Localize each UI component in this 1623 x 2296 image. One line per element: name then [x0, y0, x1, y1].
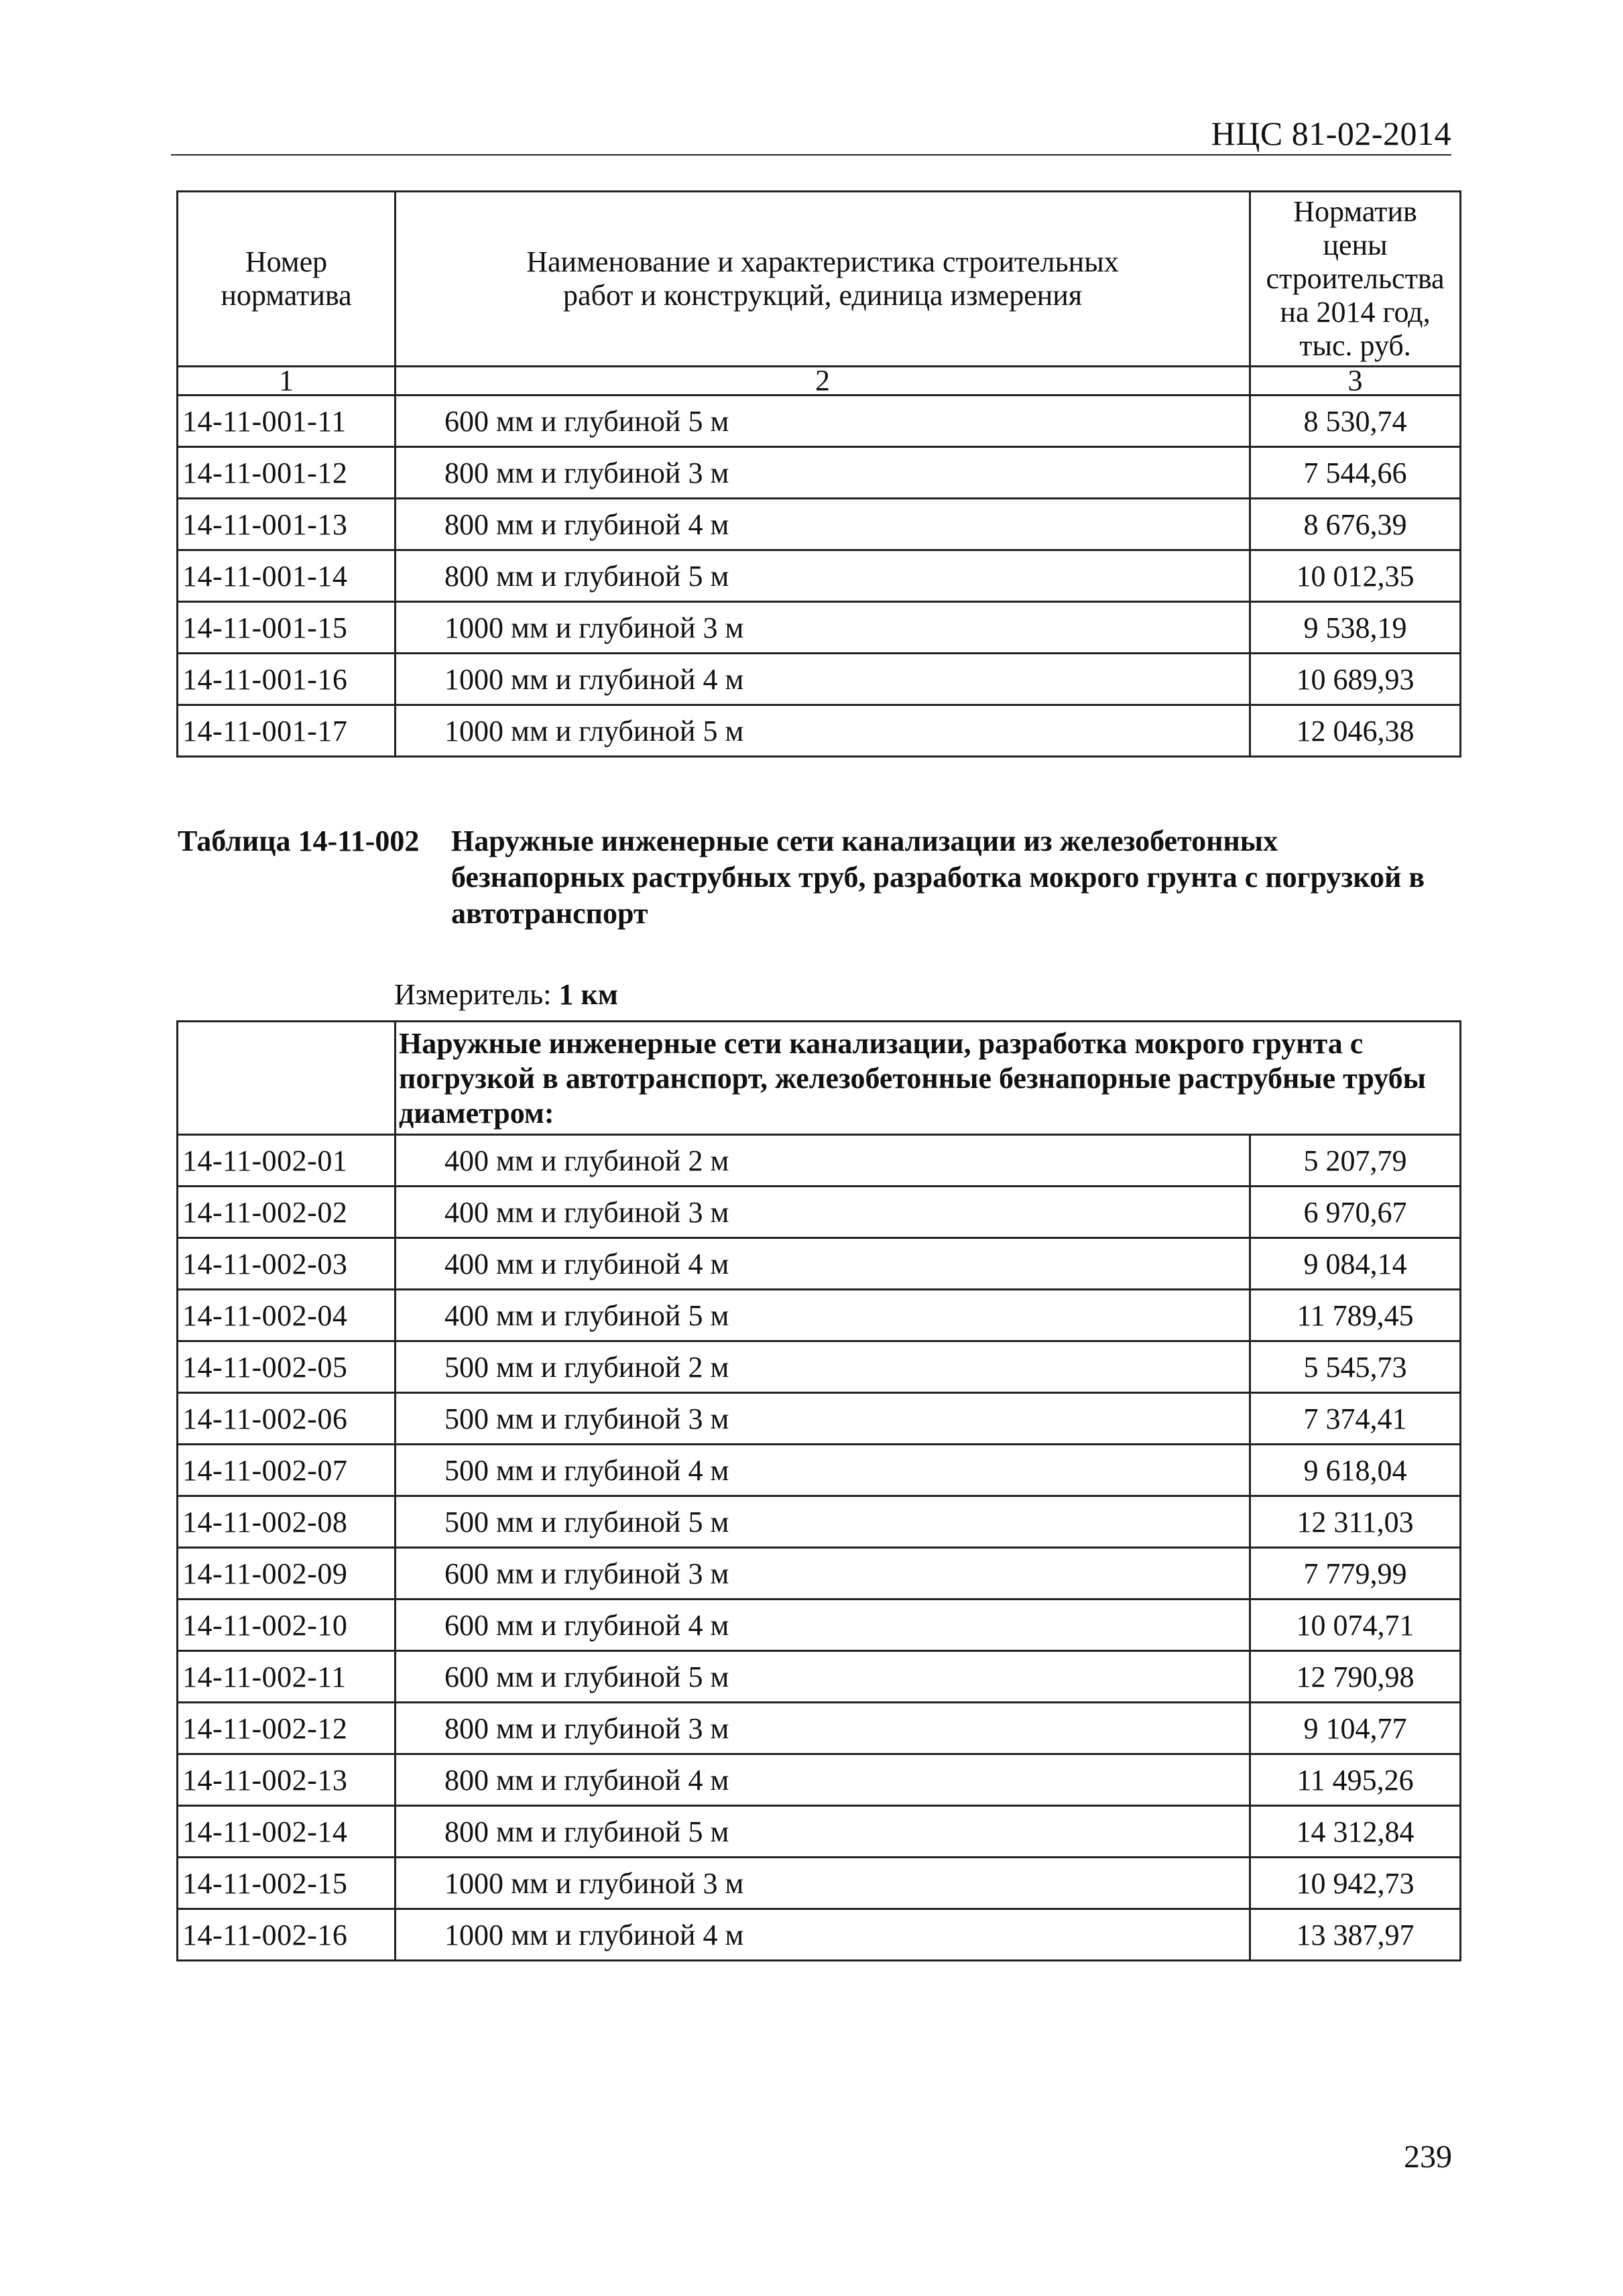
table-14-11-001 [176, 190, 1461, 758]
table-row [178, 447, 1461, 499]
row-code: 14-11-001-16 [178, 654, 396, 705]
row-price: 10 012,35 [1250, 550, 1461, 602]
row-price: 14 312,84 [1250, 1806, 1461, 1858]
table-row [178, 1548, 1461, 1599]
row-code: 14-11-002-08 [178, 1496, 396, 1548]
row-name: 800 мм и глубиной 3 м [396, 447, 1250, 499]
table-row [178, 705, 1461, 757]
page-number: 239 [1404, 2139, 1452, 2175]
row-name: 1000 мм и глубиной 5 м [396, 705, 1250, 757]
row-price: 11 495,26 [1250, 1754, 1461, 1806]
row-name: 400 мм и глубиной 5 м [396, 1290, 1250, 1341]
empty-cell [178, 1022, 396, 1135]
table-14-11-002 [176, 1020, 1461, 1961]
row-price: 9 104,77 [1250, 1703, 1461, 1754]
group-heading: Наружные инженерные сети канализации, разработка мокрого грунта с погрузкой в автотранспорт, железобетонные безнапорные раструбные трубы диаметром: [396, 1022, 1461, 1135]
row-code: 14-11-002-09 [178, 1548, 396, 1599]
table-row [178, 1187, 1461, 1238]
row-code: 14-11-002-10 [178, 1599, 396, 1651]
row-code: 14-11-002-04 [178, 1290, 396, 1341]
row-code: 14-11-002-03 [178, 1238, 396, 1290]
table-row [178, 1599, 1461, 1651]
row-name: 800 мм и глубиной 5 м [396, 550, 1250, 602]
row-price: 12 311,03 [1250, 1496, 1461, 1548]
row-price: 5 207,79 [1250, 1135, 1461, 1187]
row-code: 14-11-001-14 [178, 550, 396, 602]
column-header-code: Номер норматива [178, 192, 396, 367]
page-header [171, 113, 1451, 156]
row-code: 14-11-001-13 [178, 499, 396, 550]
row-name: 600 мм и глубиной 4 м [396, 1599, 1250, 1651]
row-price: 6 970,67 [1250, 1187, 1461, 1238]
row-code: 14-11-002-02 [178, 1187, 396, 1238]
row-price: 11 789,45 [1250, 1290, 1461, 1341]
table-row [178, 1135, 1461, 1187]
table-row [178, 654, 1461, 705]
row-name: 1000 мм и глубиной 4 м [396, 654, 1250, 705]
row-name: 600 мм и глубиной 3 м [396, 1548, 1250, 1599]
row-code: 14-11-002-13 [178, 1754, 396, 1806]
column-number: 3 [1250, 367, 1461, 396]
table-label: Таблица 14-11-002 [178, 825, 420, 857]
column-number: 1 [178, 367, 396, 396]
row-code: 14-11-002-12 [178, 1703, 396, 1754]
row-code: 14-11-002-15 [178, 1858, 396, 1909]
table-row [178, 550, 1461, 602]
column-number-row [178, 367, 1461, 396]
row-name: 500 мм и глубиной 5 м [396, 1496, 1250, 1548]
table-row [178, 1290, 1461, 1341]
row-price: 7 779,99 [1250, 1548, 1461, 1599]
table-row [178, 396, 1461, 447]
measure-value: 1 км [558, 978, 618, 1011]
table-row [178, 1703, 1461, 1754]
row-price: 8 530,74 [1250, 396, 1461, 447]
row-name: 800 мм и глубиной 4 м [396, 499, 1250, 550]
table-header-row [178, 192, 1461, 367]
row-price: 8 676,39 [1250, 499, 1461, 550]
row-price: 12 046,38 [1250, 705, 1461, 757]
row-price: 9 084,14 [1250, 1238, 1461, 1290]
column-header-price: Норматив цены строительства на 2014 год, тыс. руб. [1250, 192, 1461, 367]
row-price: 13 387,97 [1250, 1909, 1461, 1961]
row-code: 14-11-001-15 [178, 602, 396, 654]
row-name: 500 мм и глубиной 2 м [396, 1341, 1250, 1393]
table-title: Наружные инженерные сети канализации из железобетонных безнапорных раструбных труб, разработка мокрого грунта с погрузкой в автотранспорт [451, 825, 1425, 930]
row-name: 400 мм и глубиной 2 м [396, 1135, 1250, 1187]
column-number: 2 [396, 367, 1250, 396]
table-row [178, 1858, 1461, 1909]
table-row [178, 1909, 1461, 1961]
table-row [178, 1445, 1461, 1496]
measure-label: Измеритель: [394, 978, 552, 1011]
row-code: 14-11-001-11 [178, 396, 396, 447]
table-row [178, 1806, 1461, 1858]
table-row [178, 1341, 1461, 1393]
row-code: 14-11-002-06 [178, 1393, 396, 1445]
row-name: 500 мм и глубиной 4 м [396, 1445, 1250, 1496]
row-price: 10 689,93 [1250, 654, 1461, 705]
row-code: 14-11-001-12 [178, 447, 396, 499]
row-name: 500 мм и глубиной 3 м [396, 1393, 1250, 1445]
row-name: 400 мм и глубиной 4 м [396, 1238, 1250, 1290]
group-heading-row [178, 1022, 1461, 1135]
row-price: 9 538,19 [1250, 602, 1461, 654]
row-code: 14-11-002-05 [178, 1341, 396, 1393]
row-price: 12 790,98 [1250, 1651, 1461, 1703]
row-name: 600 мм и глубиной 5 м [396, 1651, 1250, 1703]
row-name: 600 мм и глубиной 5 м [396, 396, 1250, 447]
row-name: 800 мм и глубиной 4 м [396, 1754, 1250, 1806]
row-price: 7 544,66 [1250, 447, 1461, 499]
row-price: 9 618,04 [1250, 1445, 1461, 1496]
row-price: 10 942,73 [1250, 1858, 1461, 1909]
row-code: 14-11-002-01 [178, 1135, 396, 1187]
table-row [178, 1238, 1461, 1290]
measure-unit [394, 977, 618, 1012]
row-name: 400 мм и глубиной 3 м [396, 1187, 1250, 1238]
row-name: 1000 мм и глубиной 4 м [396, 1909, 1250, 1961]
table-row [178, 1754, 1461, 1806]
column-header-name: Наименование и характеристика строительных работ и конструкций, единица измерения [396, 192, 1250, 367]
table-row [178, 1393, 1461, 1445]
row-code: 14-11-002-16 [178, 1909, 396, 1961]
row-name: 1000 мм и глубиной 3 м [396, 602, 1250, 654]
row-code: 14-11-001-17 [178, 705, 396, 757]
table-row [178, 499, 1461, 550]
row-code: 14-11-002-11 [178, 1651, 396, 1703]
row-code: 14-11-002-14 [178, 1806, 396, 1858]
table-row [178, 1651, 1461, 1703]
table-row [178, 1496, 1461, 1548]
row-price: 7 374,41 [1250, 1393, 1461, 1445]
row-name: 1000 мм и глубиной 3 м [396, 1858, 1250, 1909]
table-row [178, 602, 1461, 654]
row-name: 800 мм и глубиной 3 м [396, 1703, 1250, 1754]
document-code: НЦС 81-02-2014 [1211, 115, 1451, 152]
row-code: 14-11-002-07 [178, 1445, 396, 1496]
row-price: 5 545,73 [1250, 1341, 1461, 1393]
row-name: 800 мм и глубиной 5 м [396, 1806, 1250, 1858]
row-price: 10 074,71 [1250, 1599, 1461, 1651]
